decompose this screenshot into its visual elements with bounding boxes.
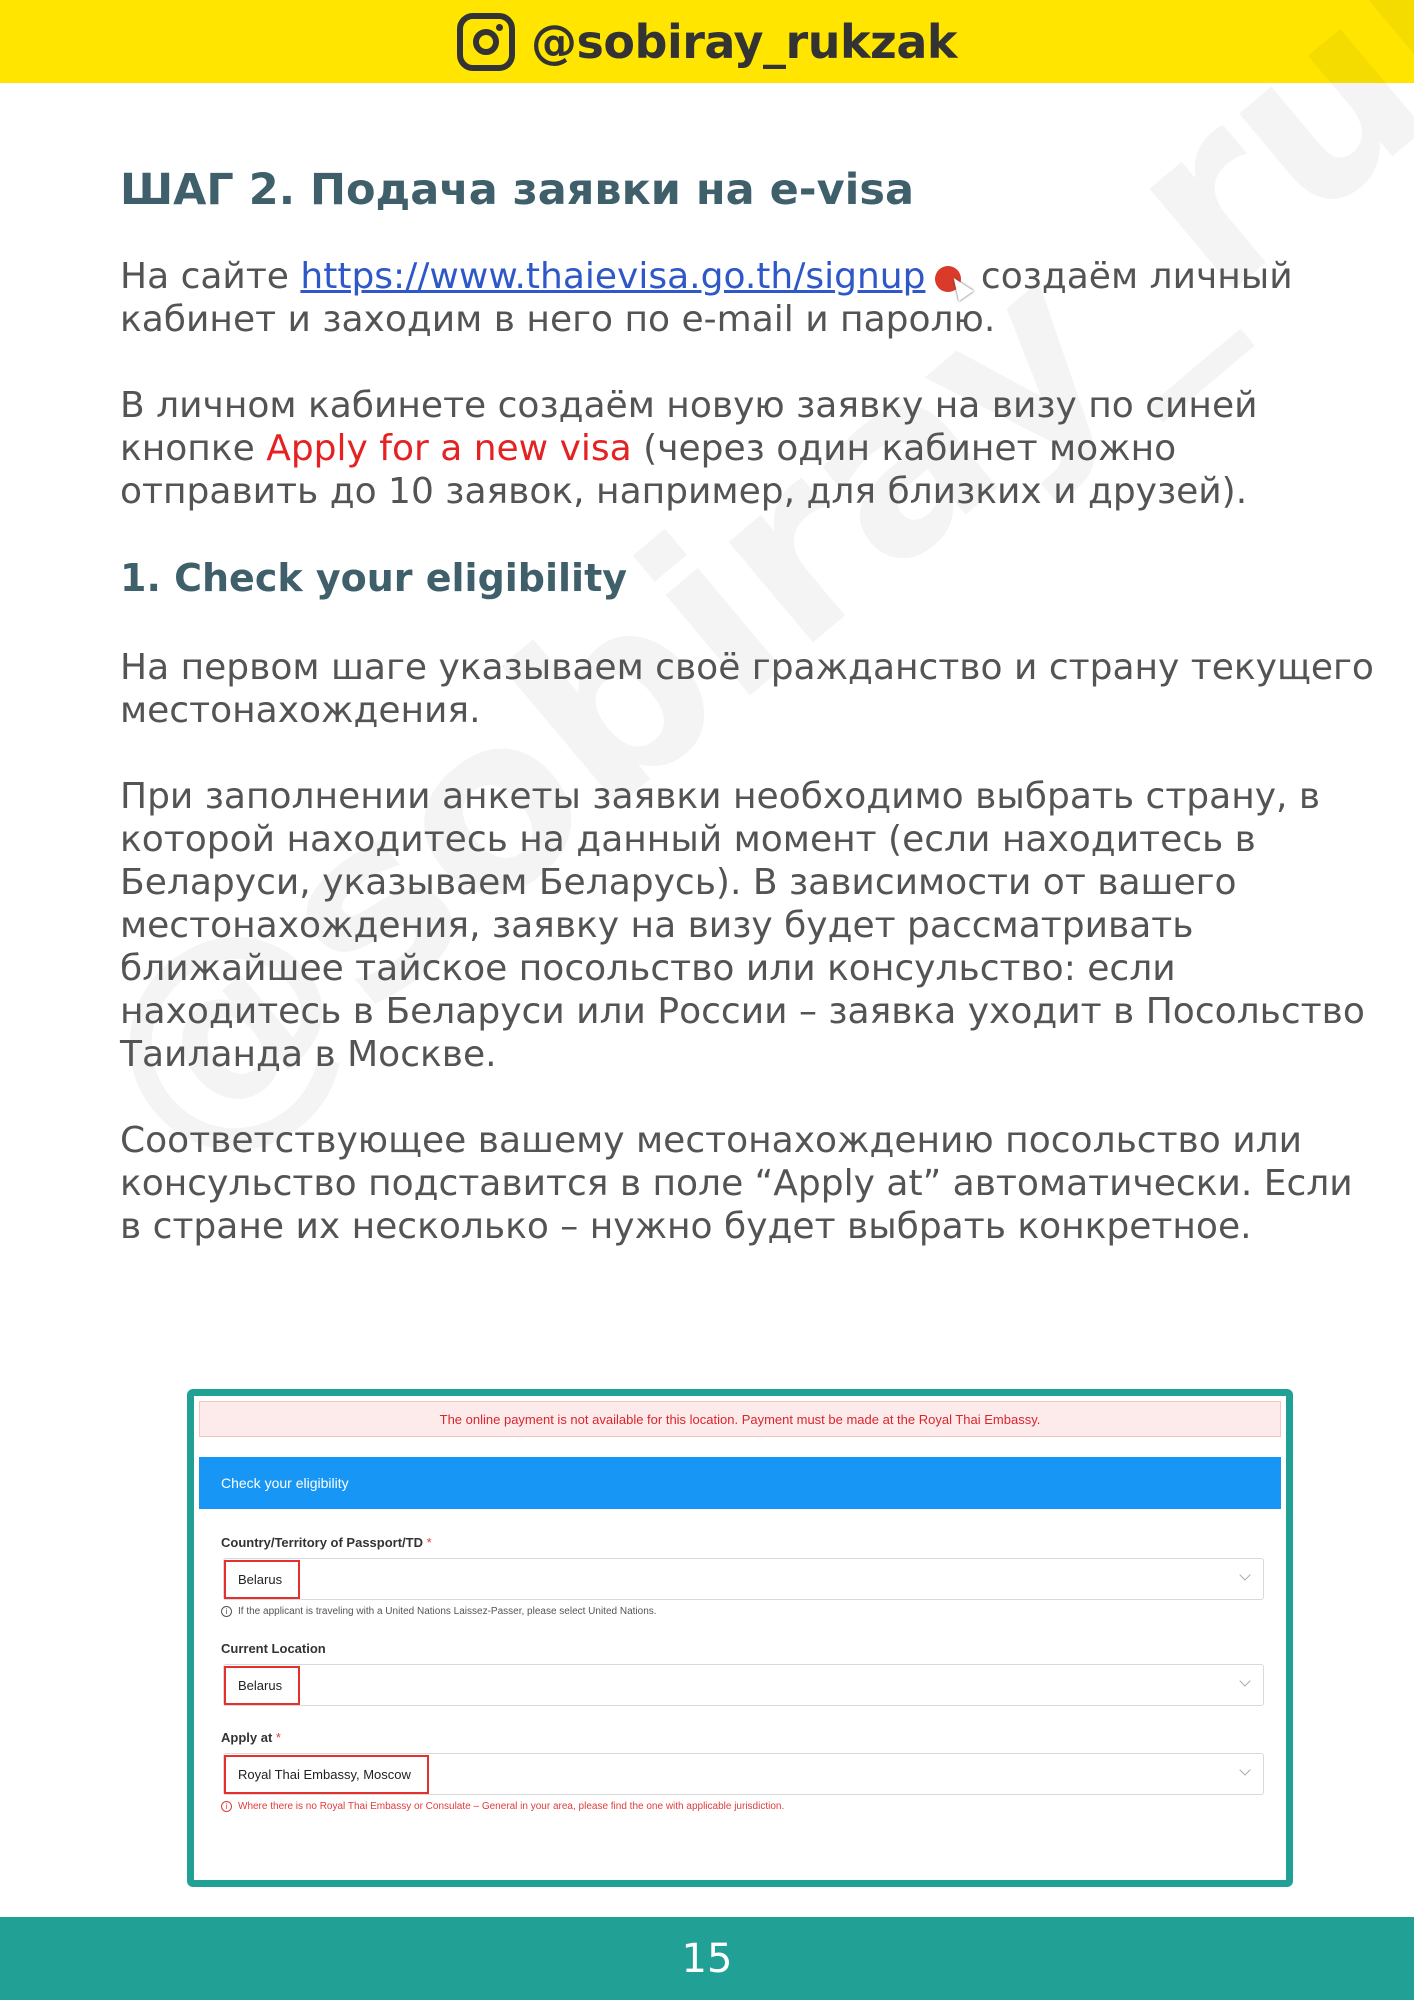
section-heading: 1. Check your eligibility bbox=[120, 555, 628, 600]
location-value: Belarus bbox=[224, 1666, 300, 1705]
page-title: ШАГ 2. Подача заявки на e-visa bbox=[120, 165, 914, 215]
paragraph-text: На сайте bbox=[120, 255, 301, 297]
passport-label: Country/Territory of Passport/TD * bbox=[221, 1535, 432, 1550]
paragraph-apply-at: Соответствующее вашему местонахождению посольство или консульство подставится в поле “Apply at” автоматически. Если в стране их несколько – нужно будет выбрать конкретное. bbox=[120, 1120, 1353, 1248]
paragraph-text: (через один кабинет можно отправить до 10 заявок, например, для близких и друзей). bbox=[120, 427, 1248, 512]
eligibility-form bbox=[194, 1509, 1286, 1812]
info-icon: i bbox=[221, 1801, 232, 1812]
chevron-down-icon bbox=[1239, 1764, 1250, 1775]
chevron-down-icon bbox=[1239, 1569, 1250, 1580]
passport-select[interactable] bbox=[223, 1558, 1264, 1600]
chevron-down-icon bbox=[1239, 1675, 1250, 1686]
passport-field-group bbox=[221, 1535, 1264, 1617]
payment-alert: The online payment is not available for this location. Payment must be made at the Royal Thai Embassy. bbox=[199, 1401, 1281, 1437]
signup-link[interactable]: https://www.thaievisa.go.th/signup bbox=[300, 255, 926, 297]
top-banner bbox=[0, 0, 1414, 83]
paragraph-text: В личном кабинете создаём новую заявку на визу по синей кнопке bbox=[120, 384, 1258, 469]
info-icon: i bbox=[221, 1606, 232, 1617]
apply-at-select[interactable] bbox=[223, 1753, 1264, 1795]
apply-button-name: Apply for a new visa bbox=[266, 427, 632, 469]
instagram-icon bbox=[457, 13, 515, 71]
location-label: Current Location bbox=[221, 1641, 326, 1656]
passport-value: Belarus bbox=[224, 1560, 300, 1599]
page-footer bbox=[0, 1917, 1414, 2000]
paragraph-first-step: На первом шаге указываем своё гражданство и страну текущего местонахождения. bbox=[120, 647, 1374, 732]
instagram-handle: @sobiray_rukzak bbox=[531, 14, 957, 69]
cursor-icon bbox=[931, 262, 969, 292]
passport-hint: i If the applicant is traveling with a United Nations Laissez-Passer, please select United Nations. bbox=[221, 1606, 1264, 1617]
card-header: Check your eligibility bbox=[199, 1457, 1281, 1509]
paragraph-apply bbox=[120, 384, 1380, 513]
location-select[interactable] bbox=[223, 1664, 1264, 1706]
eligibility-form-screenshot bbox=[187, 1389, 1293, 1887]
page-number: 15 bbox=[681, 1935, 733, 1982]
apply-at-field-group bbox=[221, 1730, 1264, 1812]
apply-at-value: Royal Thai Embassy, Moscow bbox=[224, 1755, 429, 1794]
apply-at-hint: i Where there is no Royal Thai Embassy or Consulate – General in your area, please find the one with applicable jurisdiction. bbox=[221, 1801, 1264, 1812]
apply-at-label: Apply at * bbox=[221, 1730, 281, 1745]
page-content bbox=[120, 165, 1380, 1291]
paragraph-location: При заполнении анкеты заявки необходимо выбрать страну, в которой находитесь на данный момент (если находитесь в Беларуси, указываем Беларусь). В зависимости от вашего местонахождения, заявку на визу будет рассматривать ближайшее тайское посольство или консульство: если находитесь в Беларуси или России – заявка уходит в Посольство Таиланда в Москве. bbox=[120, 776, 1365, 1076]
paragraph-text: создаём личный кабинет и заходим в него по e-mail и паролю. bbox=[120, 255, 1293, 340]
location-field-group bbox=[221, 1641, 1264, 1706]
paragraph-signup bbox=[120, 255, 1380, 341]
